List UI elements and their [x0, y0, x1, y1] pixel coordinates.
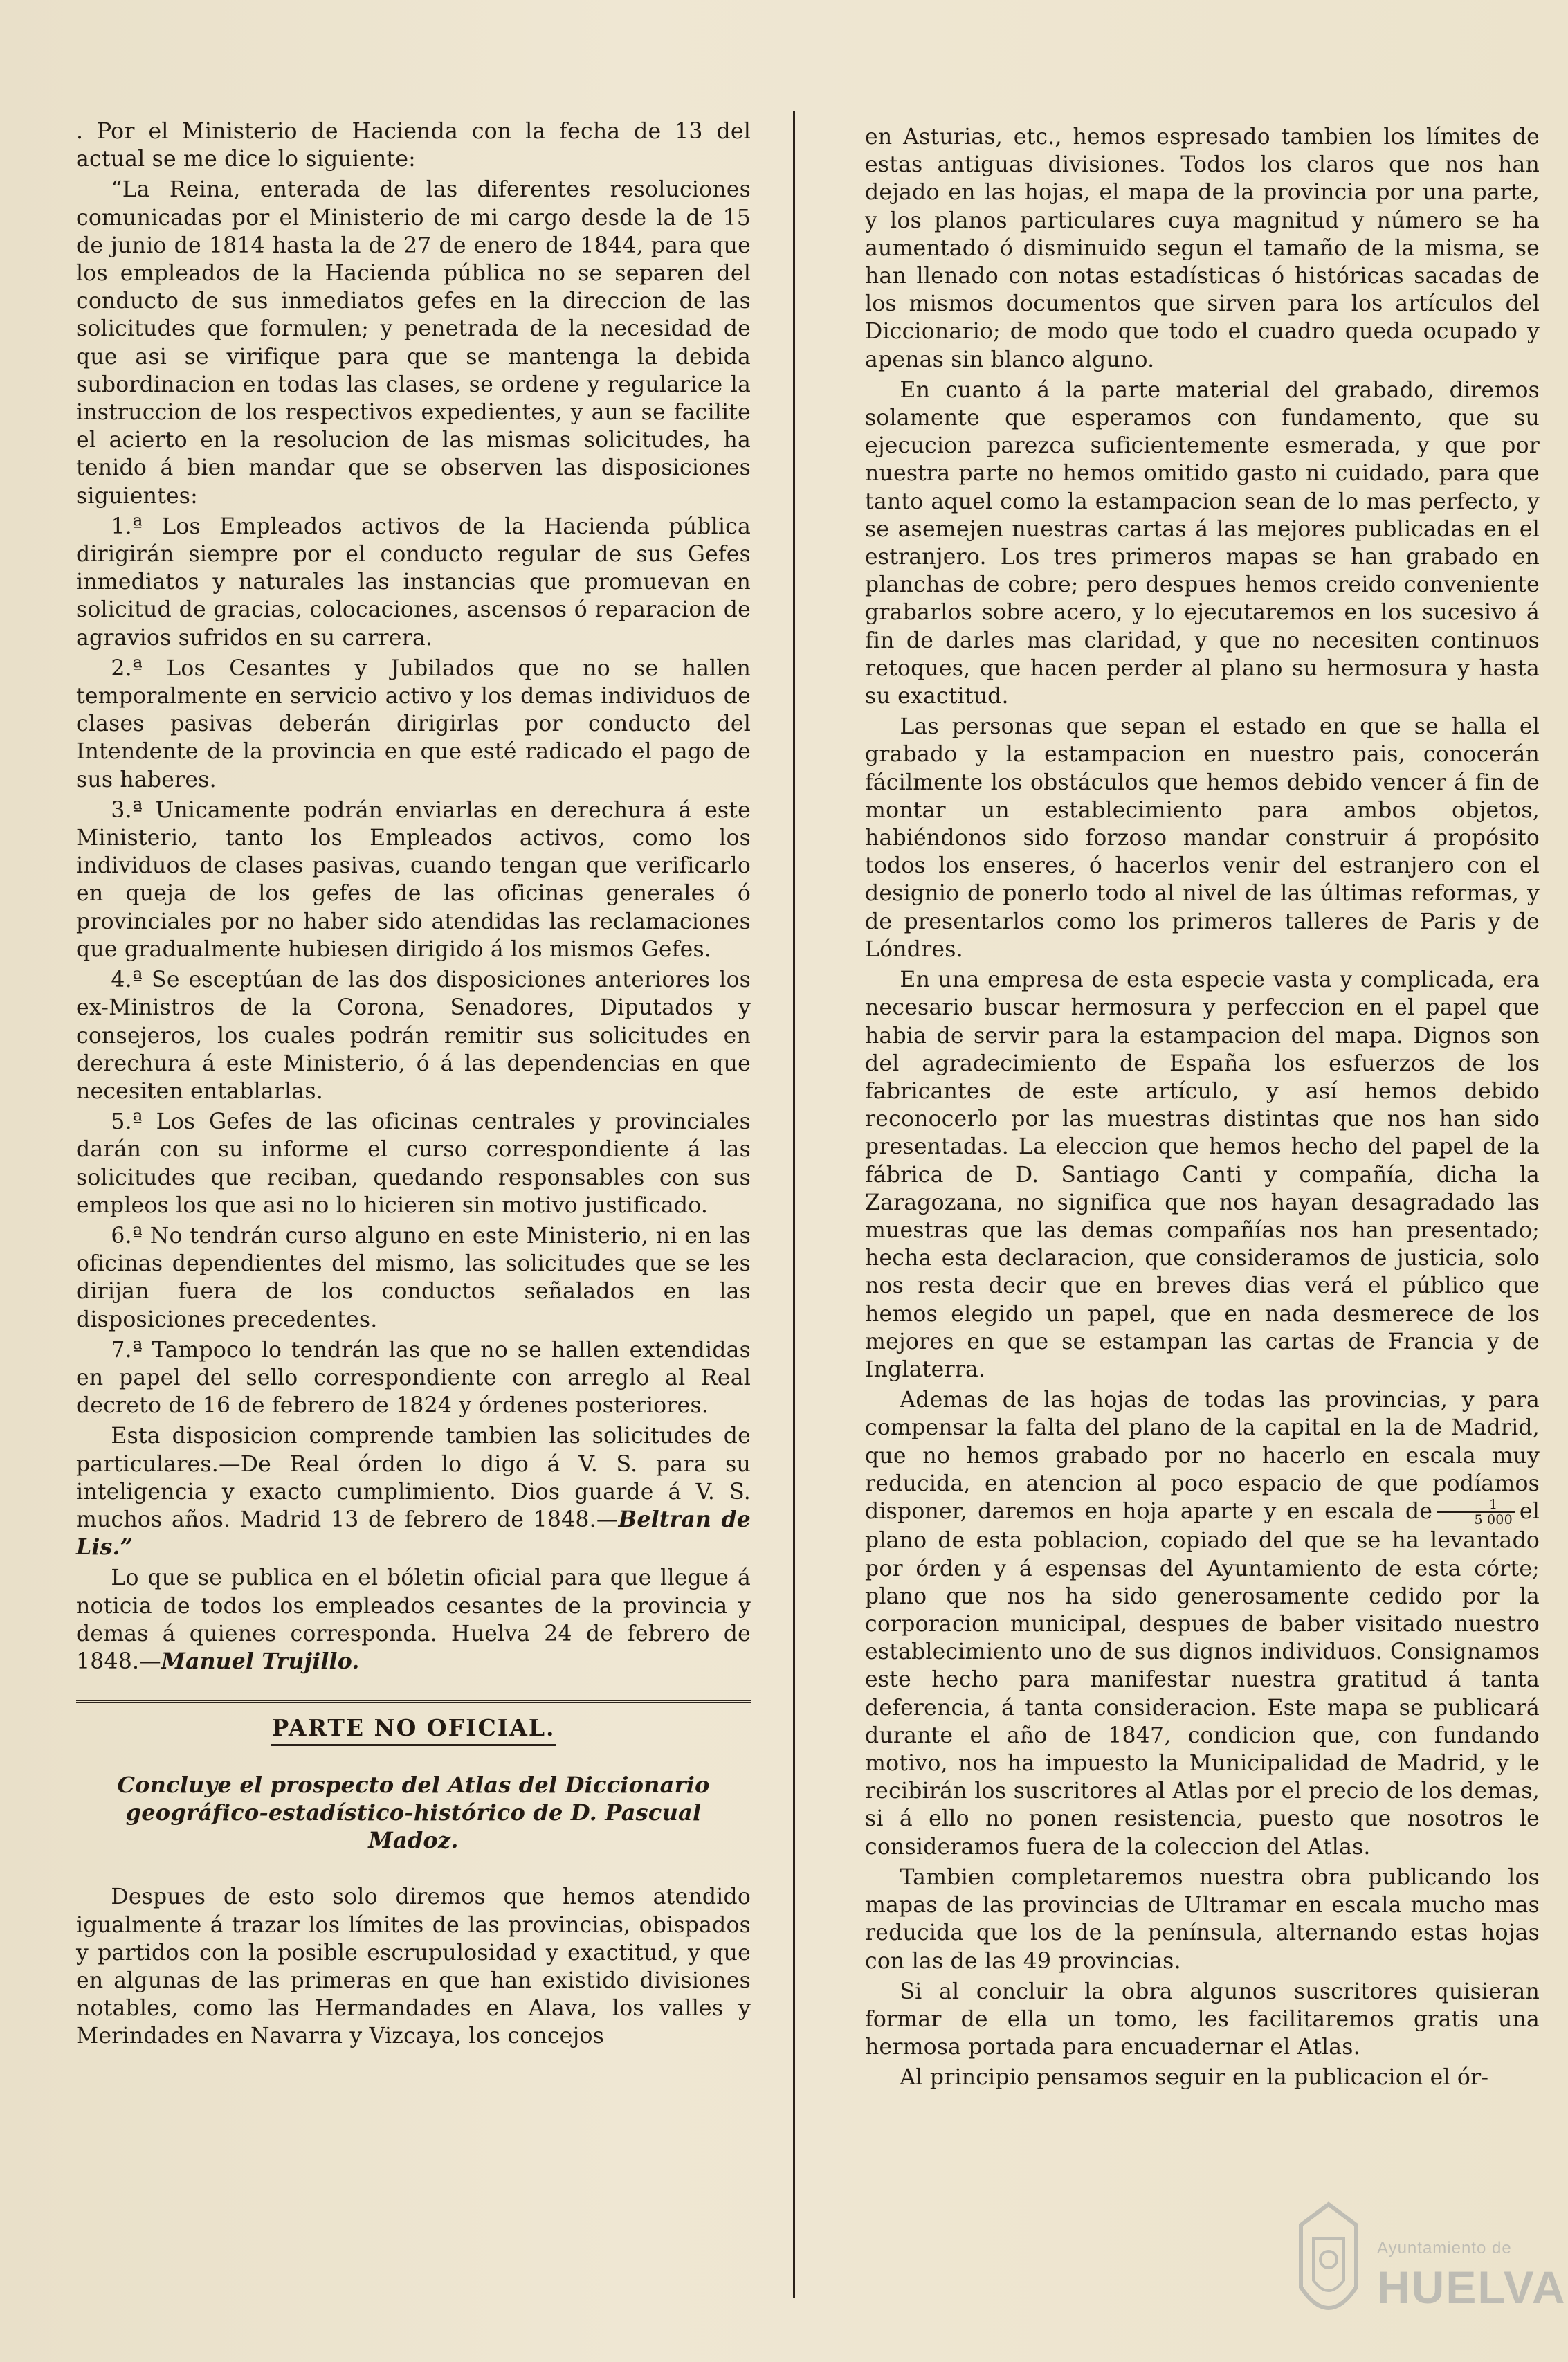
section-heading	[76, 1714, 751, 1742]
watermark-line1: Ayuntamiento de	[1377, 2239, 1512, 2257]
article-start-paragraph: Despues de esto solo diremos que hemos atendido igualmente á trazar los límites de las provincias, obispados y partidos con la posible escrupulosidad y exactitud, y que en algunas de las primeras en que han existido divisiones notables, como las Hermandades en Alava, los valles y Merindades en Navarra y Vizcaya, los concejos	[76, 1884, 751, 2049]
column-divider	[793, 111, 795, 2298]
section-heading-text: PARTE NO OFICIAL.	[271, 1714, 555, 1746]
right-column	[865, 123, 1540, 2334]
right-paragraph-7: Si al concluir la obra algunos suscritores quisieran formar de ella un tomo, les facilitaremos gratis una hermosa portada para encuadernar el Atlas.	[865, 1979, 1540, 2060]
right-paragraph-4: En una empresa de esta especie vasta y complicada, era necesario buscar hermosura y perfeccion en el papel que habia de servir para la estampacion del mapa. Dignos son del agradecimiento de España los esfuerzos de los fabricantes de este artículo, y así hemos debido reconocerlo por las muestras distintas que nos han sido presentadas. La eleccion que hemos hecho del papel de la fábrica de D. Santiago Canti y compañía, dicha la Zaragozana, no significa que nos hayan desagradado las muestras que las demas compañías nos han presentado; hecha esta declaracion, que consideramos de justicia, solo nos resta decir que en breves dias verá el público que hemos elegido un papel, que en nada desmerece de los mejores en que se estampan las cartas de Francia y de Inglaterra.	[865, 967, 1540, 1382]
section-divider	[76, 1700, 751, 1703]
scale-fraction	[1437, 1498, 1515, 1527]
disposition-2: 2.ª Los Cesantes y Jubilados que no se hallen temporalmente en servicio activo y los demas individuos de clases pasivas deberán dirigirlas por conducto del Intendente de la provincia en que esté radicado el pago de sus haberes.	[76, 655, 751, 792]
watermark	[1273, 2197, 1567, 2350]
disposition-1: 1.ª Los Empleados activos de la Hacienda pública dirigirán siempre por el conducto regular de sus Gefes inmediatos y naturales las instancias que promuevan en solicitud de gracias, colocaciones, ascensos ó reparacion de agravios sufridos en su carrera.	[76, 514, 751, 651]
intro-paragraph: . Por el Ministerio de Hacienda con la fecha de 13 del actual se me dice lo siguiente:	[76, 119, 751, 172]
right-paragraph-5-before: Ademas de las hojas de todas las provincias, y para compensar la falta del plano de la capital en la de Madrid, que no hemos grabado por no hacerlo en escala muy reducida, en atencion al poco espacio de que podíamos disponer, daremos en hoja aparte y en escala de	[865, 1388, 1540, 1524]
disposition-6: 6.ª No tendrán curso alguno en este Ministerio, ni en las oficinas dependientes del mismo, las solicitudes que se les dirijan fuera de los conductos señalados en las disposiciones precedentes.	[76, 1223, 751, 1332]
right-paragraph-2: En cuanto á la parte material del grabado, diremos solamente que esperamos con fundamento, que su ejecucion parezca suficientemente esmerada, y que por nuestra parte no hemos omitido gasto ni cuidado, para que tanto aquel como la estampacion sean de lo mas perfecto, y se asemejen nuestras cartas á las mejores publicadas en el estranjero. Los tres primeros mapas se han grabado en planchas de cobre; pero despues hemos creido conveniente grabarlos sobre acero, y lo ejecutaremos en los sucesivo á fin de darles mas claridad, y que no necesiten continuos retoques, que hacen perder al plano su hermosura y hasta su exactitud.	[865, 377, 1540, 709]
right-paragraph-8: Al principio pensamos seguir en la publicacion el ór-	[900, 2065, 1489, 2091]
closing-paragraph	[76, 1422, 751, 1561]
right-paragraph-3: Las personas que sepan el estado en que se halla el grabado y la estampacion en nuestro pais, conocerán fácilmente los obstáculos que hemos debido vencer á fin de montar un establecimiento para ambos objetos, habiéndonos sido forzoso mandar construir á propósito todos los enseres, ó hacerlos venir del estranjero con el designio de ponerlo todo al nivel de las últimas reformas, y de presentarlos como los primeros talleres de Paris y de Lóndres.	[865, 714, 1540, 962]
publication-signature: Manuel Trujillo.	[161, 1648, 360, 1674]
scale-numerator: 1	[1437, 1498, 1515, 1513]
watermark-line2: HUELVA	[1377, 2262, 1567, 2313]
city-crest-icon	[1287, 2197, 1370, 2336]
disposition-7: 7.ª Tampoco lo tendrán las que no se hallen extendidas en papel del sello correspondiente con arreglo al Real decreto de 16 de febrero de 1824 y órdenes posteriores.	[76, 1337, 751, 1419]
publication-text: Lo que se publica en el bóletin oficial para que llegue á noticia de todos los empleados cesantes de la provincia y demas á quienes corresponda. Huelva 24 de febrero de 1848.—	[76, 1565, 751, 1674]
closing-text: Esta disposicion comprende tambien las solicitudes de particulares.—De Real órden lo digo á V. S. para su inteligencia y exacto cumplimiento. Dios guarde á V. S. muchos años. Madrid 13 de febrero de 1848.—	[76, 1424, 751, 1532]
publication-paragraph	[76, 1564, 751, 1675]
disposition-3: 3.ª Unicamente podrán enviarlas en derechura á este Ministerio, tanto los Empleados activos, como los individuos de clases pasivas, cuando tengan que verificarlo en queja de los gefes de las oficinas generales ó provinciales por no haber sido atendidas las reclamaciones que gradualmente hubiesen dirigido á los mismos Gefes.	[76, 797, 751, 962]
quote-paragraph: “La Reina, enterada de las diferentes resoluciones comunicadas por el Ministerio de mi cargo desde la de 15 de junio de 1814 hasta la de 27 de enero de 1844, para que los empleados de la Hacienda pública no se separen del conducto de sus inmediatos gefes en la direccion de las solicitudes que formulen; y penetrada de la necesidad de que asi se virifique para que se mantenga la debida subordinacion en todas las clases, se ordene y regularice la instruccion de los respectivos expedientes, y aun se facilite el acierto en la resolucion de las mismas solicitudes, ha tenido á bien mandar que se observen las disposiciones siguientes:	[76, 177, 751, 509]
article-title: Concluye el prospecto del Atlas del Diccionario geográfico-estadístico-histórico de D. Pascual Madoz.	[117, 1772, 710, 1854]
closing-signature: Beltran de Lis.”	[76, 1506, 751, 1561]
disposition-4: 4.ª Se esceptúan de las dos disposiciones anteriores los ex-Ministros de la Corona, Senadores, Diputados y consejeros, los cuales podrán remitir sus solicitudes en derechura á este Ministerio, ó á las dependencias en que necesiten entablarlas.	[76, 967, 751, 1104]
left-column	[76, 118, 751, 2334]
right-paragraph-5	[865, 1386, 1540, 1861]
right-paragraph-1: en Asturias, etc., hemos espresado tambien los límites de estas antiguas divisiones. Todos los claros que nos han dejado en las hojas, el mapa de la provincia por una parte, y los planos particulares cuya magnitud y número se ha aumentado ó disminuido segun el tamaño de la misma, se han llenado con notas estadísticas ó históricas sacadas de los mismos documentos que sirven para los artículos del Diccionario; de modo que todo el cuadro queda ocupado y apenas sin blanco alguno.	[865, 125, 1540, 372]
scale-denominator: 5 000	[1474, 1512, 1513, 1528]
disposition-5: 5.ª Los Gefes de las oficinas centrales y provinciales darán con su informe el curso correspondiente á las solicitudes que reciban, quedando responsables con sus empleos los que asi no lo hicieren sin motivo justificado.	[76, 1109, 751, 1218]
right-paragraph-5-after: el plano de esta poblacion, copiado del que se ha levantado por órden y á espensas del Ayuntamiento de esta córte; plano que nos ha sido generosamente cedido por la corporacion municipal, despues de baber visitado nuestro establecimiento uno de sus dignos individuos. Consignamos este hecho para manifestar nuestra gratitud á tanta deferencia, á tanta consideracion. Este mapa se publicará durante el año de 1847, condicion que, con fundando motivo, nos ha impuesto la Municipalidad de Madrid, y le recibirán los suscritores al Atlas por el precio de los demas, si á ello no ponen resistencia, puesto que nosotros le consideramos fuera de la coleccion del Atlas.	[865, 1498, 1540, 1860]
right-paragraph-6: Tambien completaremos nuestra obra publicando los mapas de las provincias de Ultramar en escala mucho mas reducida que los de la península, alternando estas hojas con las de las 49 provincias.	[865, 1864, 1540, 1974]
